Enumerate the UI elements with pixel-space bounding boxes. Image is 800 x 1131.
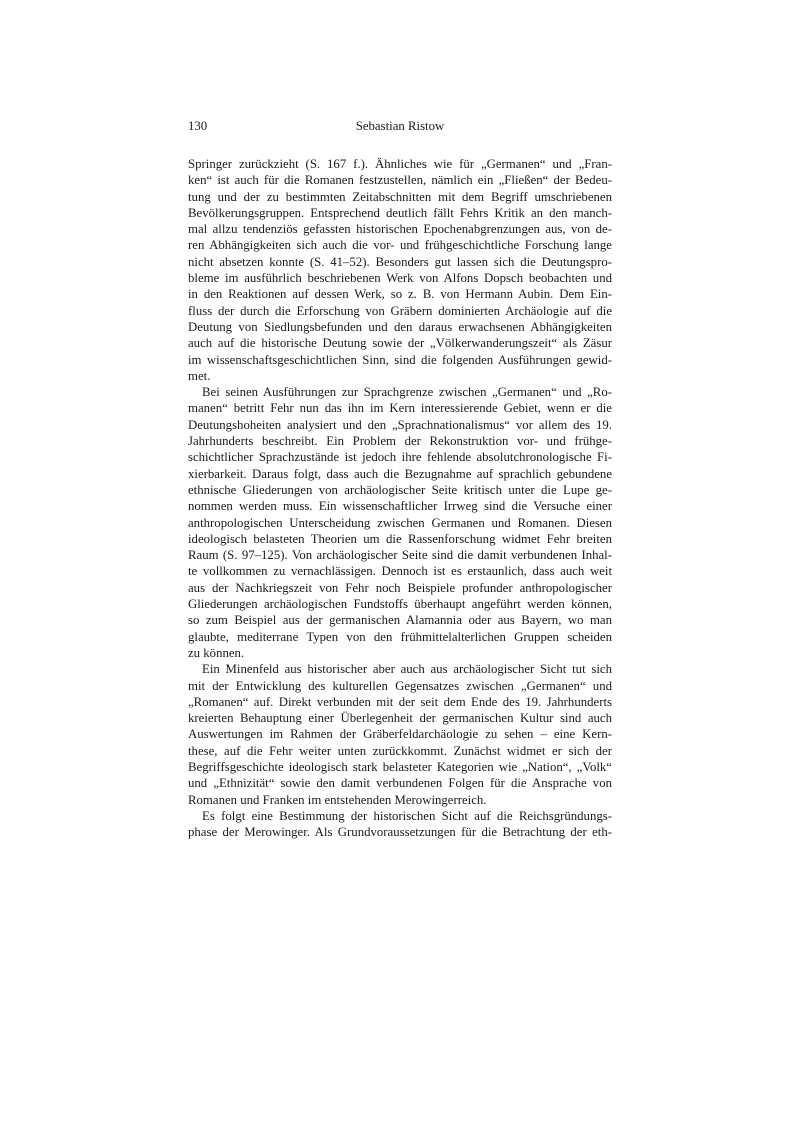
text-line: Romanen und Franken im entstehenden Merowingerreich. [188, 792, 487, 807]
text-line: phase der Merowinger. Als Grundvoraussetzungen für die Betrachtung der eth- [188, 825, 612, 840]
text-line: Deutung von Siedlungsbefunden und den daraus erwachsenen Abhängigkeiten [188, 319, 612, 334]
text-line: fluss der durch die Erforschung von Gräbern dominierten Archäologie auf die [188, 303, 612, 318]
text-line: kreierten Behauptung einer Überlegenheit der germanischen Kultur sind auch [188, 711, 612, 726]
text-line: Es folgt eine Bestimmung der historischen Sicht auf die Reichsgründungs- [202, 808, 612, 823]
text-line: glaubte, mediterrane Typen von den frühmittelalterlichen Gruppen scheiden [188, 629, 612, 644]
text-line: schichtlicher Sprachzustände ist jedoch ihre fehlende absolutchronologische Fi- [188, 450, 612, 465]
text-line: Jahrhunderts beschreibt. Ein Problem der Rekonstruktion vor- und frühge- [188, 434, 612, 449]
text-line: so zum Beispiel aus der germanischen Alamannia oder aus Bayern, wo man [188, 613, 612, 628]
text-line: these, auf die Fehr weiter unten zurückkommt. Zunächst widmet er sich der [188, 743, 612, 758]
text-line: bleme im ausführlich beschriebenen Werk von Alfons Dopsch beobachten und [188, 271, 612, 286]
text-line: aus der Nachkriegszeit von Fehr noch Beispiele profunder anthropologischer [188, 580, 612, 595]
text-line: Begriffsgeschichte ideologisch stark belasteter Kategorien wie „Nation“, „Volk“ [188, 759, 612, 774]
paragraph [188, 384, 612, 661]
text-line: Raum (S. 97–125). Von archäologischer Seite sind die damit verbundenen Inhal- [188, 548, 612, 563]
paragraph [188, 808, 612, 841]
text-line: anthropologischen Unterscheidung zwischen Germanen und Romanen. Diesen [188, 515, 612, 530]
running-title: Sebastian Ristow [355, 119, 445, 133]
text-line: Ein Minenfeld aus historischer aber auch aus archäologischer Sicht tut sich [202, 662, 612, 677]
paragraph [188, 156, 612, 384]
text-line: nicht absetzen konnte (S. 41–52). Besonders gut lassen sich die Deutungspro- [188, 254, 612, 269]
text-line: met. [188, 368, 211, 383]
text-line: ken“ ist auch für die Romanen festzustellen, nämlich ein „Fließen“ der Bedeu- [188, 173, 612, 188]
text-line: manen“ betritt Fehr nun das ihn im Kern interessierende Gebiet, wenn er die [188, 401, 612, 416]
text-line: mal allzu tendenziös gefassten historischen Epochenabgrenzungen aus, von de- [188, 222, 612, 237]
text-line: te vollkommen zu vernachlässigen. Dennoch ist es erstaunlich, dass auch weit [188, 564, 612, 579]
text-line: Deutungshoheiten analysiert und den „Sprachnationalismus“ vor allem des 19. [188, 417, 612, 432]
text-line: Bevölkerungsgruppen. Entsprechend deutlich fällt Fehrs Kritik an den manch- [188, 205, 612, 220]
text-line: Auswertungen im Rahmen der Gräberfeldarchäologie zu sehen – eine Kern- [188, 727, 612, 742]
text-line: Bei seinen Ausführungen zur Sprachgrenze zwischen „Germanen“ und „Ro- [202, 385, 612, 400]
paragraph [188, 661, 612, 808]
page-header [188, 119, 612, 136]
text-line: xierbarkeit. Daraus folgt, dass auch die Bezugnahme auf sprachlich gebundene [188, 466, 612, 481]
text-line: mit der Entwicklung des kulturellen Gegensatzes zwischen „Germanen“ und [188, 678, 612, 693]
text-line: ethnische Gliederungen von archäologischer Seite kritisch unter die Lupe ge- [188, 482, 612, 497]
text-line: nommen werden muss. Ein wissenschaftlicher Irrweg sind die Versuche einer [188, 499, 612, 514]
text-line: „Romanen“ auf. Direkt verbunden mit der seit dem Ende des 19. Jahrhunderts [188, 694, 612, 709]
text-line: tung und der zu bestimmten Zeitabschnitten mit dem Begriff umschriebenen [188, 189, 612, 204]
text-line: Springer zurückzieht (S. 167 f.). Ähnliches wie für „Germanen“ und „Fran- [188, 157, 612, 171]
text-line: zu können. [188, 645, 245, 660]
text-line: Gliederungen archäologischen Fundstoffs überhaupt angeführt werden können, [188, 597, 612, 612]
text-line: ren Abhängigkeiten sich auch die vor- und frühgeschichtliche Forschung lange [188, 238, 612, 253]
text-line: in den Reaktionen auf dessen Werk, so z. B. von Hermann Aubin. Dem Ein- [188, 287, 612, 302]
text-line: und „Ethnizität“ sowie den damit verbundenen Folgen für die Ansprache von [188, 776, 612, 791]
text-line: im wissenschaftsgeschichtlichen Sinn, sind die folgenden Ausführungen gewid- [188, 352, 612, 367]
text-line: ideologisch belasteten Theorien um die Rassenforschung widmet Fehr breiten [188, 531, 612, 546]
text-line: auch auf die historische Deutung sowie der „Völkerwanderungszeit“ als Zäsur [188, 336, 612, 351]
page-number: 130 [188, 119, 208, 133]
body-text [188, 156, 612, 840]
